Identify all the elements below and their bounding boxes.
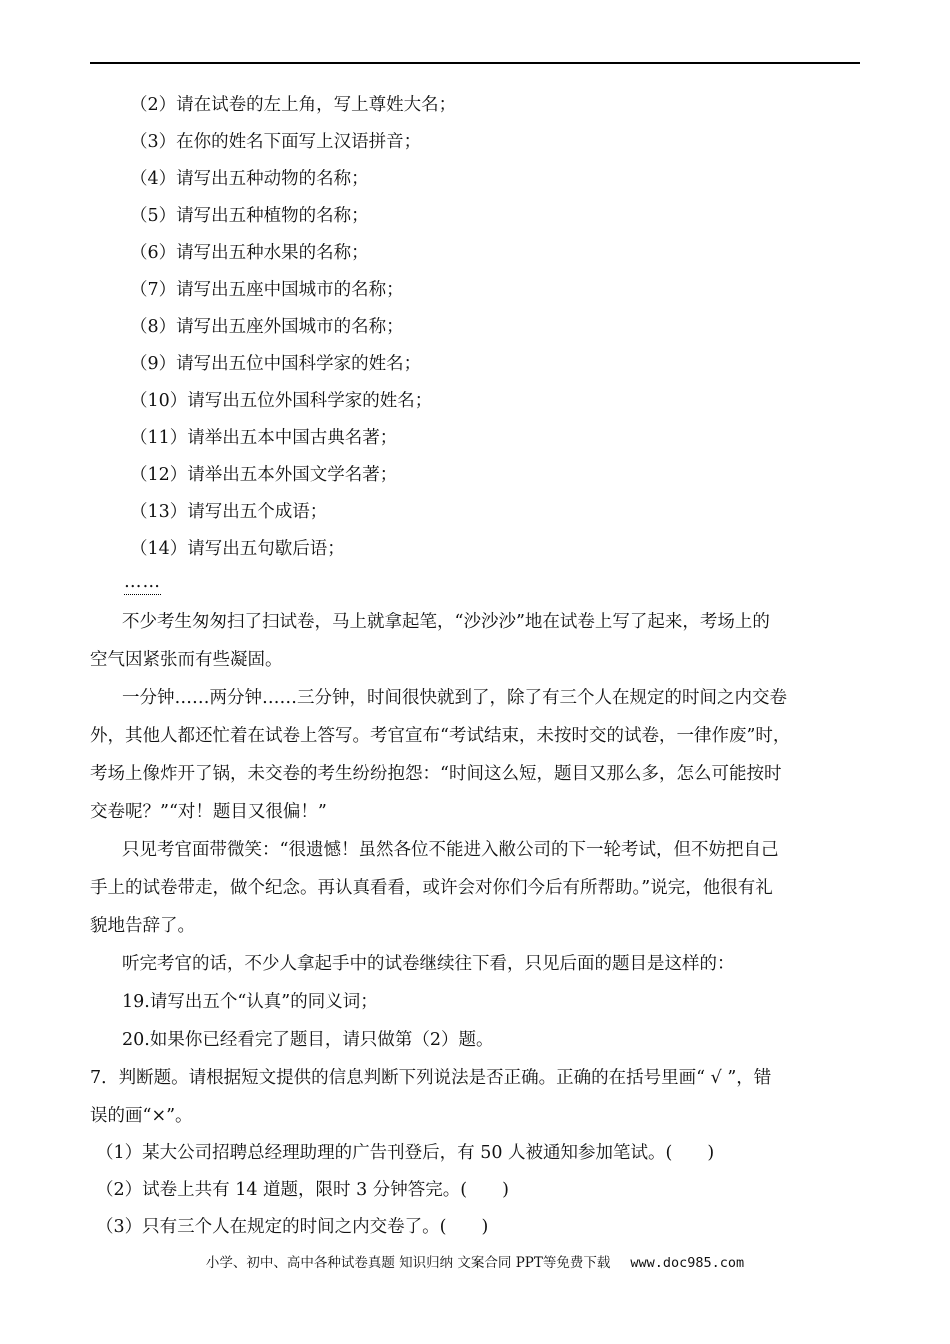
list-item: （3）在你的姓名下面写上汉语拼音；	[130, 132, 422, 152]
list-item: （5）请写出五种植物的名称；	[130, 206, 369, 226]
list-item: （14）请写出五句歇后语；	[130, 539, 345, 559]
list-item: （8）请写出五座外国城市的名称；	[130, 317, 404, 337]
paragraph-line: 空气因紧张而有些凝固。	[90, 650, 283, 670]
paragraph-line: 手上的试卷带走，做个纪念。再认真看看，或许会对你们今后有所帮助。”说完，他很有礼	[90, 878, 773, 898]
paragraph-line: 貌地告辞了。	[90, 916, 195, 936]
list-item: （13）请写出五个成语；	[130, 502, 328, 522]
paragraph-line: 只见考官面带微笑：“很遗憾！虽然各位不能进入敝公司的下一轮考试，但不妨把自己	[122, 840, 779, 860]
header-rule	[90, 62, 860, 64]
judgment-item: （2）试卷上共有 14 道题，限时 3 分钟答完。( )	[96, 1180, 509, 1200]
list-item: （4）请写出五种动物的名称；	[130, 169, 369, 189]
list-item: （10）请写出五位外国科学家的姓名；	[130, 391, 433, 411]
list-item: （7）请写出五座中国城市的名称；	[130, 280, 404, 300]
paragraph-line: 听完考官的话，不少人拿起手中的试卷继续往下看，只见后面的题目是这样的：	[122, 954, 735, 974]
list-item: （9）请写出五位中国科学家的姓名；	[130, 354, 422, 374]
paragraph-line: 考场上像炸开了锅，未交卷的考生纷纷抱怨：“时间这么短，题目又那么多，怎么可能按时	[90, 764, 782, 784]
paragraph-line: 外，其他人都还忙着在试卷上答写。考官宣布“考试结束，未按时交的试卷，一律作废”时，	[90, 726, 791, 746]
footer-text: 小学、初中、高中各种试卷真题 知识归纳 文案合同 PPT等免费下载	[205, 1255, 611, 1271]
footer-site-link[interactable]: www.doc985.com	[630, 1255, 745, 1271]
judgment-item: （1）某大公司招聘总经理助理的广告刊登后，有 50 人被通知参加笔试。( )	[96, 1143, 715, 1163]
question-stem: 误的画“×”。	[90, 1106, 193, 1126]
list-item: （12）请举出五本外国文学名著；	[130, 465, 398, 485]
list-item: （11）请举出五本中国古典名著；	[130, 428, 398, 448]
list-item: （2）请在试卷的左上角，写上尊姓大名；	[130, 95, 457, 115]
paragraph-line: 交卷呢？”“对！题目又很偏！”	[90, 802, 327, 822]
judgment-item: （3）只有三个人在规定的时间之内交卷了。( )	[96, 1217, 489, 1237]
question-stem: 7．判断题。请根据短文提供的信息判断下列说法是否正确。正确的在括号里画“ √ ”，错	[90, 1068, 772, 1088]
list-item: （6）请写出五种水果的名称；	[130, 243, 369, 263]
ellipsis: ……	[124, 570, 161, 595]
paragraph-line: 19.请写出五个“认真”的同义词；	[122, 992, 378, 1012]
paragraph-line: 20.如果你已经看完了题目，请只做第（2）题。	[122, 1030, 494, 1050]
paragraph-line: 不少考生匆匆扫了扫试卷，马上就拿起笔，“沙沙沙”地在试卷上写了起来，考场上的	[122, 612, 770, 632]
page-footer	[0, 1253, 950, 1273]
paragraph-line: 一分钟……两分钟……三分钟，时间很快就到了，除了有三个人在规定的时间之内交卷	[122, 688, 787, 708]
